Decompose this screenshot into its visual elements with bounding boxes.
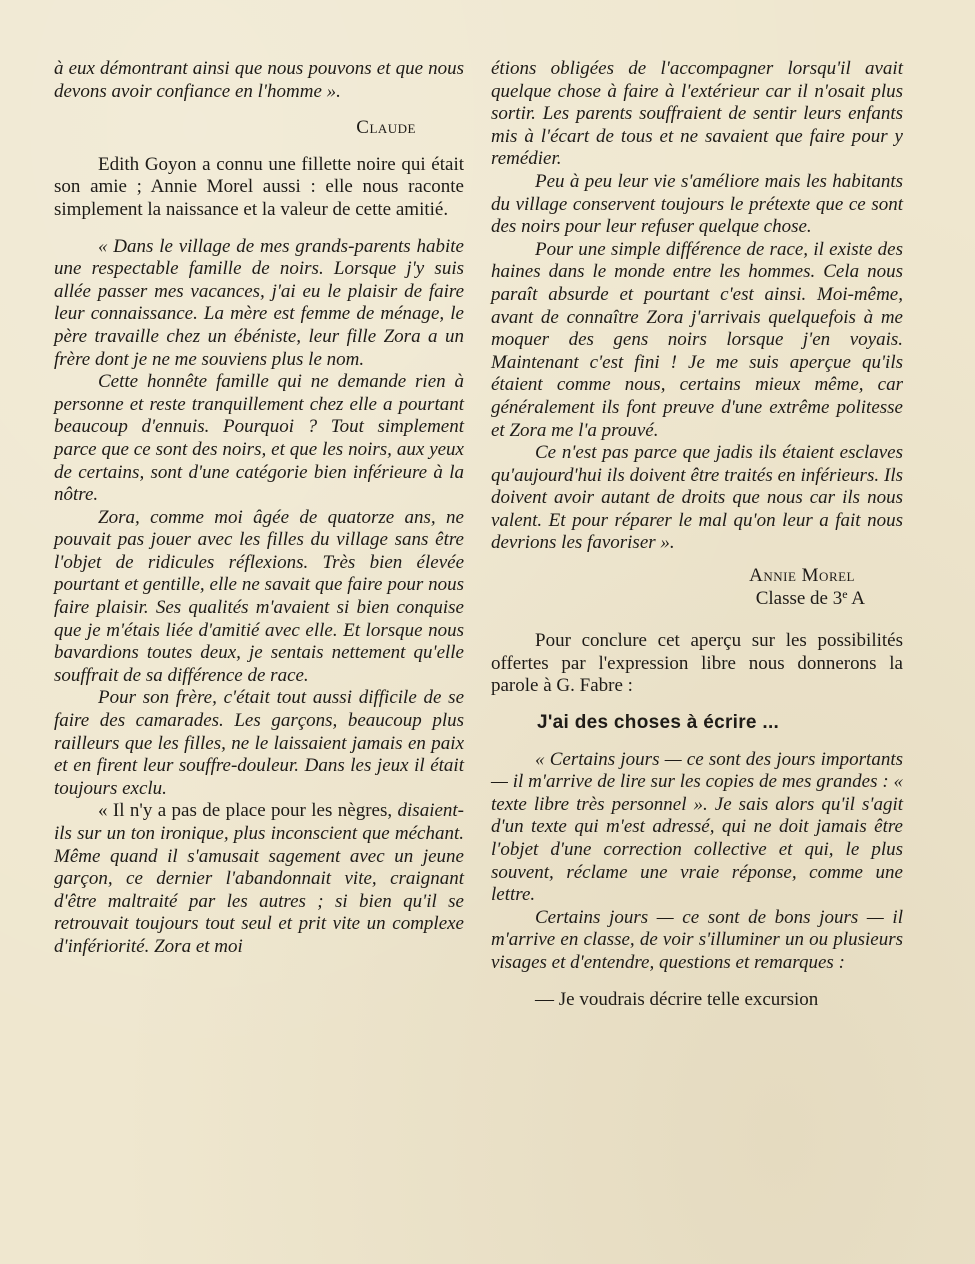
letter-paragraph-6: Peu à peu leur vie s'améliore mais les habitants du village conservent toujours le prétexte que ce sont des noirs pour leur refuser quelque chose. [491,170,903,238]
right-column [491,58,903,1011]
edith-paragraph: Edith Goyon a connu une fillette noire qui était son amie ; Annie Morel aussi : elle nous raconte simplement la naissance et la valeur de cette amitié. [54,153,464,220]
letter-paragraph-1: « Dans le village de mes grands-parents habite une respectable famille de noirs. Lorsque j'y suis allée passer mes vacances, j'ai eu le plaisir de faire leur connaissance. La mère est femme de ménage, le père travaille chez un ébéniste, leur fille Zora a un frère dont je ne me souviens plus le nom. [54,235,464,370]
left-column [54,58,464,959]
class-label-prefix: Classe de 3 [755,587,843,609]
spacer [491,610,903,630]
letter-paragraph-3: Zora, comme moi âgée de quatorze ans, ne pouvait pas jouer avec les filles du village sans être l'objet de ridicules réflexions. Très bien élevée pourtant et gentille, elle ne savait que faire pour nous faire plaisir. Ses qualités m'avaient si bien conquise que je m'étais liée d'amitié avec elle. Et lorsque nous bavardions toutes deux, je sentais nettement qu'elle souffrait de sa différence de race. [54,506,464,686]
fabre-paragraph-2: Certains jours — ce sont de bons jours — il m'arrive en classe, de voir s'illuminer un ou plusieurs visages et d'entendre, questions et remarques : [491,906,903,973]
section-heading: J'ai des choses à écrire ... [537,712,780,734]
letter-paragraph-2: Cette honnête famille qui ne demande rien à personne et reste tranquillement chez elle a pourtant beaucoup d'ennuis. Pourquoi ? Tout simplement parce que ce sont des noirs, et que les noirs, aux yeux de certains, sont d'une catégorie bien inférieure à la nôtre. [54,371,464,506]
letter-continuation: étions obligées de l'accompagner lorsqu'il avait quelque chose à faire à l'extérieur car il n'osait plus sortir. Les parents souffraient de sentir leurs enfants mis à l'écart de tous et ne savaient que faire pour y remédier. [491,58,903,170]
intro-end-paragraph: à eux démontrant ainsi que nous pouvons et que nous devons avoir confiance en l'homme ». [54,58,464,102]
class-label-sup: e [842,586,848,601]
fabre-paragraph-1: « Certains jours — ce sont des jours importants — il m'arrive de lire sur les copies de mes grandes : « texte libre très personnel ». Je sais alors qu'il s'agit d'un texte qui m'est adressé, qui ne doit jamais être l'objet d'une correction collective et qui, le plus souvent, réclame une vraie réponse, comme une lettre. [491,748,903,906]
letter-paragraph-7: Pour une simple différence de race, il existe des haines dans le monde entre les hommes. Cela nous paraît absurde et pourtant c'est ainsi. Moi-même, avant de connaître Zora j'arrivais quelquefois à me moquer des gens noirs lorsque j'en voyais. Maintenant c'est fini ! Je me suis aperçue qu'ils étaient comme nous, certains mieux même, car généralement ils font preuve d'une extrême politesse et Zora me l'a prouvé. [491,238,903,441]
signature-annie-morel: Annie Morel [749,565,855,587]
quote-open-text: « Il n'y a pas de place pour les nègres, [98,800,393,822]
quote-rest-text: disaient-ils sur un ton ironique, plus inconscient que méchant. Même quand il s'amusait sagement avec un jeune garçon, ce dernier l'abandonnait vite, craignant d'être maltraité par les autres ; si bien qu'il se retrouvait toujours tout seul et prit vite un complexe d'infériorité. Zora et moi [54,800,465,957]
fabre-paragraph-3: — Je voudrais décrire telle excursion [535,988,819,1010]
conclusion-paragraph: Pour conclure cet aperçu sur les possibilités offertes par l'expression libre nous donnerons la parole à G. Fabre : [491,630,903,697]
signature-claude: Claude [356,117,416,139]
spacer [54,222,464,236]
letter-paragraph-8: Ce n'est pas parce que jadis ils étaient esclaves qu'aujourd'hui ils doivent être traités en inférieurs. Ils doivent avoir autant de droits que nous car ils nous valent. Et pour réparer le mal qu'on leur a fait nous devrions les favoriser ». [491,442,903,554]
class-label-suffix: A [847,587,865,609]
letter-paragraph-4: Pour son frère, c'était tout aussi difficile de se faire des camarades. Les garçons, beaucoup plus railleurs que les filles, ne le laissaient jamais en paix et en firent leur souffre-douleur. Dans les jeux il était toujours exclu. [54,687,464,799]
spacer [491,975,903,989]
letter-paragraph-5 [54,800,464,958]
class-label [491,588,903,611]
